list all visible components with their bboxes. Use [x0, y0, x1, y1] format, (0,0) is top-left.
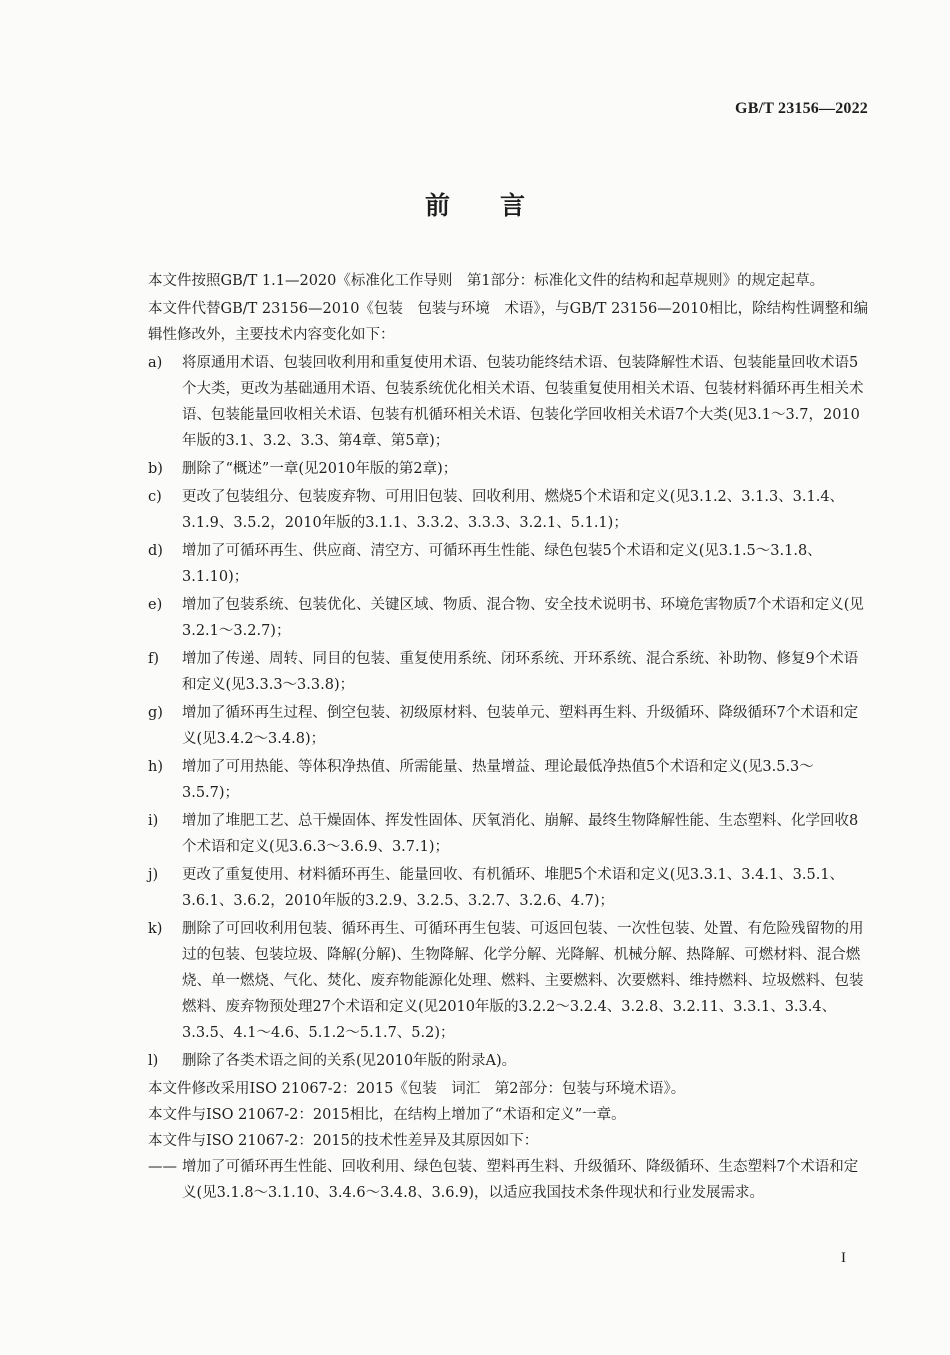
- paragraph-technical-diff: 本文件与ISO 21067-2：2015的技术性差异及其原因如下：: [148, 1133, 539, 1149]
- list-item: e) 增加了包装系统、包装优化、关键区域、物质、混合物、安全技术说明书、环境危害物质7个术语和定义(见3.2.1～3.2.7)；: [148, 597, 864, 639]
- list-item: k) 删除了可回收利用包装、循环再生、可循环再生包装、可返回包装、一次性包装、处置、有危险残留物的用过的包装、包装垃圾、降解(分解)、生物降解、化学分解、光降解、机械分解、热降解、可燃材料、混合燃烧、单一燃烧、气化、焚化、废弃物能源化处理、燃料、主要燃料、次要燃料、维持燃料、垃圾燃料、包装燃料、废弃物预处理27个术语和定义(见2010年版的3.2.2～3.2.4、3.2.8、3.2.11、3.3.1、3.3.4、3.3.5、4.1～4.6、5.1.2～5.1.7、5.2)；: [148, 921, 864, 1041]
- paragraph-adoption: 本文件修改采用ISO 21067-2：2015《包装 词汇 第2部分：包装与环境术语》。: [148, 1081, 686, 1097]
- list-item: f) 增加了传递、周转、同目的包装、重复使用系统、闭环系统、开环系统、混合系统、补助物、修复9个术语和定义(见3.3.3～3.3.8)；: [148, 651, 859, 693]
- list-item: b) 删除了“概述”一章(见2010年版的第2章)；: [148, 461, 458, 477]
- list-item: j) 更改了重复使用、材料循环再生、能量回收、有机循环、堆肥5个术语和定义(见3.3.1、3.4.1、3.5.1、3.6.1、3.6.2，2010年版的3.2.9、3.2.5、3.2.7、3.2.6、4.7)；: [148, 867, 845, 909]
- page-title: 前言: [424, 191, 575, 220]
- paragraph-structure-diff: 本文件与ISO 21067-2：2015相比，在结构上增加了“术语和定义”一章。: [148, 1107, 626, 1123]
- page-number: I: [841, 1250, 846, 1266]
- paragraph-replaces: 本文件代替GB/T 23156—2010《包装 包装与环境 术语》，与GB/T 23156—2010相比，除结构性调整和编辑性修改外，主要技术内容变化如下：: [148, 301, 869, 343]
- foreword-body: [148, 268, 870, 1206]
- list-item: l) 删除了各类术语之间的关系(见2010年版的附录A)。: [148, 1053, 517, 1069]
- list-item: c) 更改了包装组分、包装废弃物、可用旧包装、回收利用、燃烧5个术语和定义(见3.1.2、3.1.3、3.1.4、3.1.9、3.5.2，2010年版的3.1.1、3.3.2、3.3.3、3.2.1、5.1.1)；: [148, 489, 845, 531]
- list-item: d) 增加了可循环再生、供应商、清空方、可循环再生性能、绿色包装5个术语和定义(见3.1.5～3.1.8、3.1.10)；: [148, 543, 822, 585]
- standard-number: GB/T 23156—2022: [735, 100, 868, 117]
- changes-list: [148, 350, 870, 1074]
- paragraph-drafting-rules: 本文件按照GB/T 1.1—2020《标准化工作导则 第1部分：标准化文件的结构和起草规则》的规定起草。: [148, 273, 825, 289]
- dash-list-item: —— 增加了可循环再生性能、回收利用、绿色包装、塑料再生料、升级循环、降级循环、生态塑料7个术语和定义(见3.1.8～3.1.10、3.4.6～3.4.8、3.6.9)，以适应我国技术条件现状和行业发展需求。: [148, 1159, 859, 1201]
- list-item: a) 将原通用术语、包装回收利用和重复使用术语、包装功能终结术语、包装降解性术语、包装能量回收术语5个大类，更改为基础通用术语、包装系统优化相关术语、包装重复使用相关术语、包装材料循环再生相关术语、包装能量回收相关术语、包装有机循环相关术语、包装化学回收相关术语7个大类(见3.1～3.7，2010年版的3.1、3.2、3.3、第4章、第5章)；: [148, 355, 864, 449]
- list-item: h) 增加了可用热能、等体积净热值、所需能量、热量增益、理论最低净热值5个术语和定义(见3.5.3～3.5.7)；: [148, 759, 814, 801]
- list-item: i) 增加了堆肥工艺、总干燥固体、挥发性固体、厌氧消化、崩解、最终生物降解性能、生态塑料、化学回收8个术语和定义(见3.6.3～3.6.9、3.7.1)；: [148, 813, 859, 855]
- list-item: g) 增加了循环再生过程、倒空包装、初级原材料、包装单元、塑料再生料、升级循环、降级循环7个术语和定义(见3.4.2～3.4.8)；: [148, 705, 859, 747]
